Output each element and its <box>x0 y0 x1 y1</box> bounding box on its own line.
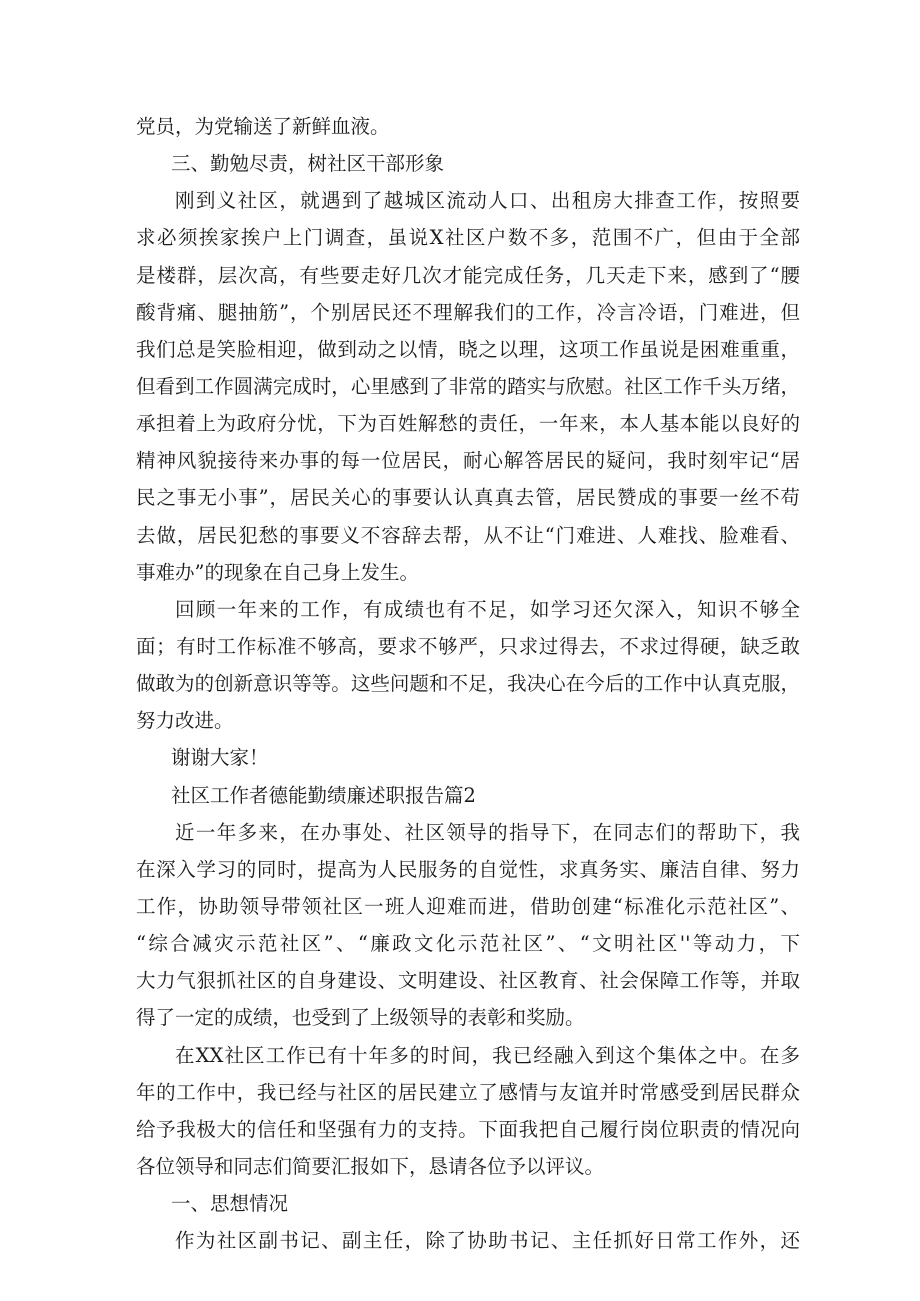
paragraph-line: 求必须挨家挨户上门调查，虽说X社区户数不多，范围不广，但由于全部 <box>136 226 800 250</box>
paragraph-line: 我们总是笑脸相迎，做到动之以情，晓之以理，这项工作虽说是困难重重， <box>136 337 800 361</box>
paragraph-line: 谢谢大家！ <box>171 746 269 770</box>
paragraph-line: 年的工作中，我已经与社区的居民建立了感情与友谊并时常感受到居民群众 <box>136 1080 800 1104</box>
paragraph-line: 各位领导和同志们简要汇报如下，恳请各位予以评议。 <box>136 1154 605 1178</box>
paragraph-line: 党员，为党输送了新鲜血液。 <box>136 115 390 138</box>
paragraph-line: 大力气狠抓社区的自身建设、文明建设、社区教育、社会保障工作等，并取 <box>136 969 800 993</box>
paragraph-line: 做敢为的创新意识等等。这些问题和不足，我决心在今后的工作中认真克服， <box>136 672 800 696</box>
paragraph-line: 是楼群，层次高，有些要走好几次才能完成任务，几天走下来，感到了“腰 <box>136 263 800 287</box>
paragraph-line: 面；有时工作标准不够高，要求不够严，只求过得去，不求过得硬，缺乏敢 <box>136 634 800 658</box>
paragraph-line: 在深入学习的同时，提高为人民服务的自觉性，求真务实、廉洁自律、努力 <box>136 857 800 881</box>
paragraph-line: 酸背痛、腿抽筋”，个别居民还不理解我们的工作，冷言冷语，门难进，但 <box>136 300 800 324</box>
section-heading: 社区工作者德能勤绩廉述职报告篇2 <box>171 783 476 807</box>
paragraph-line: 承担着上为政府分忧，下为百姓解愁的责任，一年来，本人基本能以良好的 <box>136 412 800 436</box>
paragraph-line: 给予我极大的信任和坚强有力的支持。下面我把自己履行岗位职责的情况向 <box>136 1117 800 1141</box>
paragraph-line: 作为社区副书记、副主任，除了协助书记、主任抓好日常工作外，还 <box>175 1229 800 1253</box>
paragraph-line: 刚到义社区，就遇到了越城区流动人口、出租房大排查工作，按照要 <box>175 189 800 213</box>
paragraph-line: 在XX社区工作已有十年多的时间，我已经融入到这个集体之中。在多 <box>175 1043 800 1067</box>
paragraph-line: 近一年多来，在办事处、社区领导的指导下，在同志们的帮助下，我 <box>175 820 800 844</box>
section-heading: 三、勤勉尽责，树社区干部形象 <box>171 152 445 176</box>
paragraph-line: 事难办”的现象在自己身上发生。 <box>136 560 419 584</box>
section-heading: 一、思想情况 <box>171 1192 289 1216</box>
paragraph-line: 回顾一年来的工作，有成绩也有不足，如学习还欠深入，知识不够全 <box>175 597 800 621</box>
document-body <box>136 108 800 1259</box>
paragraph-line: 民之事无小事”，居民关心的事要认认真真去管，居民赞成的事要一丝不苟 <box>136 486 800 510</box>
paragraph-line: 努力改进。 <box>136 709 234 733</box>
paragraph-line: 精神风貌接待来办事的每一位居民，耐心解答居民的疑问，我时刻牢记“居 <box>136 449 800 473</box>
paragraph-line: 工作，协助领导带领社区一班人迎难而进，借助创建“标准化示范社区”、 <box>136 894 800 918</box>
paragraph-line: 去做，居民犯愁的事要义不容辞去帮，从不让“门难进、人难找、脸难看、 <box>136 523 800 547</box>
paragraph-line: 得了一定的成绩，也受到了上级领导的表彰和奖励。 <box>136 1006 585 1030</box>
paragraph-line: “综合减灾示范社区”、“廉政文化示范社区”、“文明社区''等动力，下 <box>136 932 800 956</box>
paragraph-line: 但看到工作圆满完成时，心里感到了非常的踏实与欣慰。社区工作千头万绪， <box>136 374 800 398</box>
